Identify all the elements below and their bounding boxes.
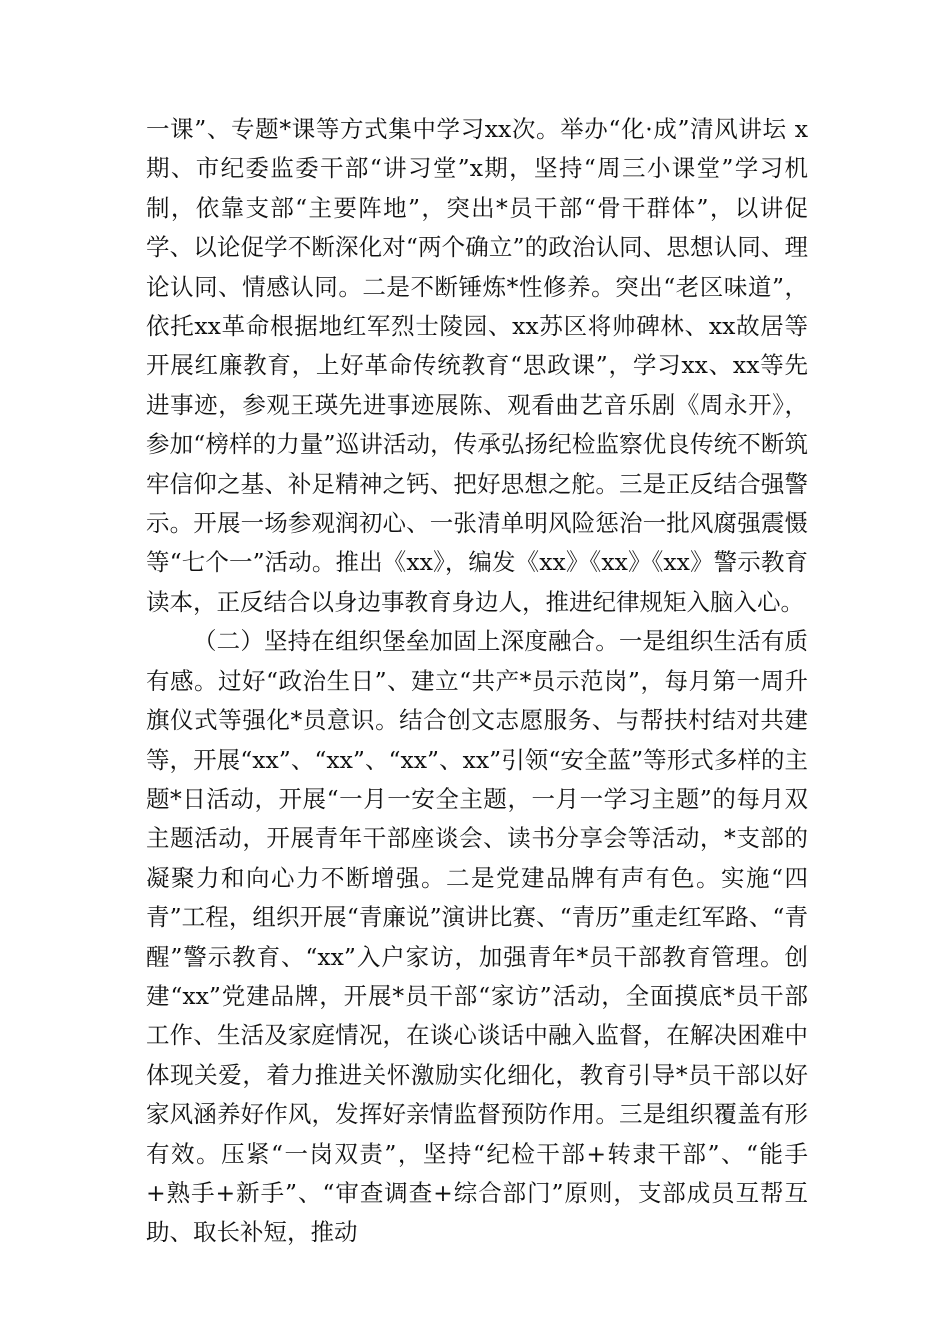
document-page bbox=[146, 110, 808, 1253]
body-paragraph-1: 一课”、专题*课等方式集中学习xx次。举办“化·成”清风讲坛 x期、市纪委监委干部“讲习堂”x期，坚持“周三小课堂”学习机制，依靠支部“主要阵地”，突出*员干部“骨干群体”，以讲促学、以论促学不断深化对“两个确立”的政治认同、思想认同、理论认同、情感认同。二是不断锤炼*性修养。突出“老区味道”，依托xx革命根据地红军烈士陵园、xx苏区将帅碑林、xx故居等开展红廉教育，上好革命传统教育“思政课”，学习xx、xx等先进事迹，参观王瑛先进事迹展陈、观看曲艺音乐剧《周永开》，参加“榜样的力量”巡讲活动，传承弘扬纪检监察优良传统不断筑牢信仰之基、补足精神之钙、把好思想之舵。三是正反结合强警示。开展一场参观润初心、一张清单明风险惩治一批风腐强震慑等“七个一”活动。推出《xx》，编发《xx》《xx》《xx》警示教育读本，正反结合以身边事教育身边人，推进纪律规矩入脑入心。 bbox=[146, 115, 808, 616]
body-paragraph-2: （二）坚持在组织堡垒加固上深度融合。一是组织生活有质有感。过好“政治生日”、建立“共产*员示范岗”，每月第一周升旗仪式等强化*员意识。结合创文志愿服务、与帮扶村结对共建等，开展“xx”、“xx”、“xx”、xx”引领“安全蓝”等形式多样的主题*日活动，开展“一月一安全主题，一月一学习主题”的每月双主题活动，开展青年干部座谈会、读书分享会等活动，*支部的凝聚力和向心力不断增强。二是党建品牌有声有色。实施“四青”工程，组织开展“青廉说”演讲比赛、“青历”重走红军路、“青醒”警示教育、“xx”入户家访，加强青年*员干部教育管理。创建“xx”党建品牌，开展*员干部“家访”活动，全面摸底*员干部工作、生活及家庭情况，在谈心谈话中融入监督，在解决困难中体现关爱，着力推进关怀激励实化细化，教育引导*员干部以好家风涵养好作风，发挥好亲情监督预防作用。三是组织覆盖有形有效。压紧“一岗双责”，坚持“纪检干部+转隶干部”、“能手+熟手+新手”、“审查调查+综合部门”原则，支部成员互帮互助、取长补短，推动 bbox=[146, 627, 808, 1247]
